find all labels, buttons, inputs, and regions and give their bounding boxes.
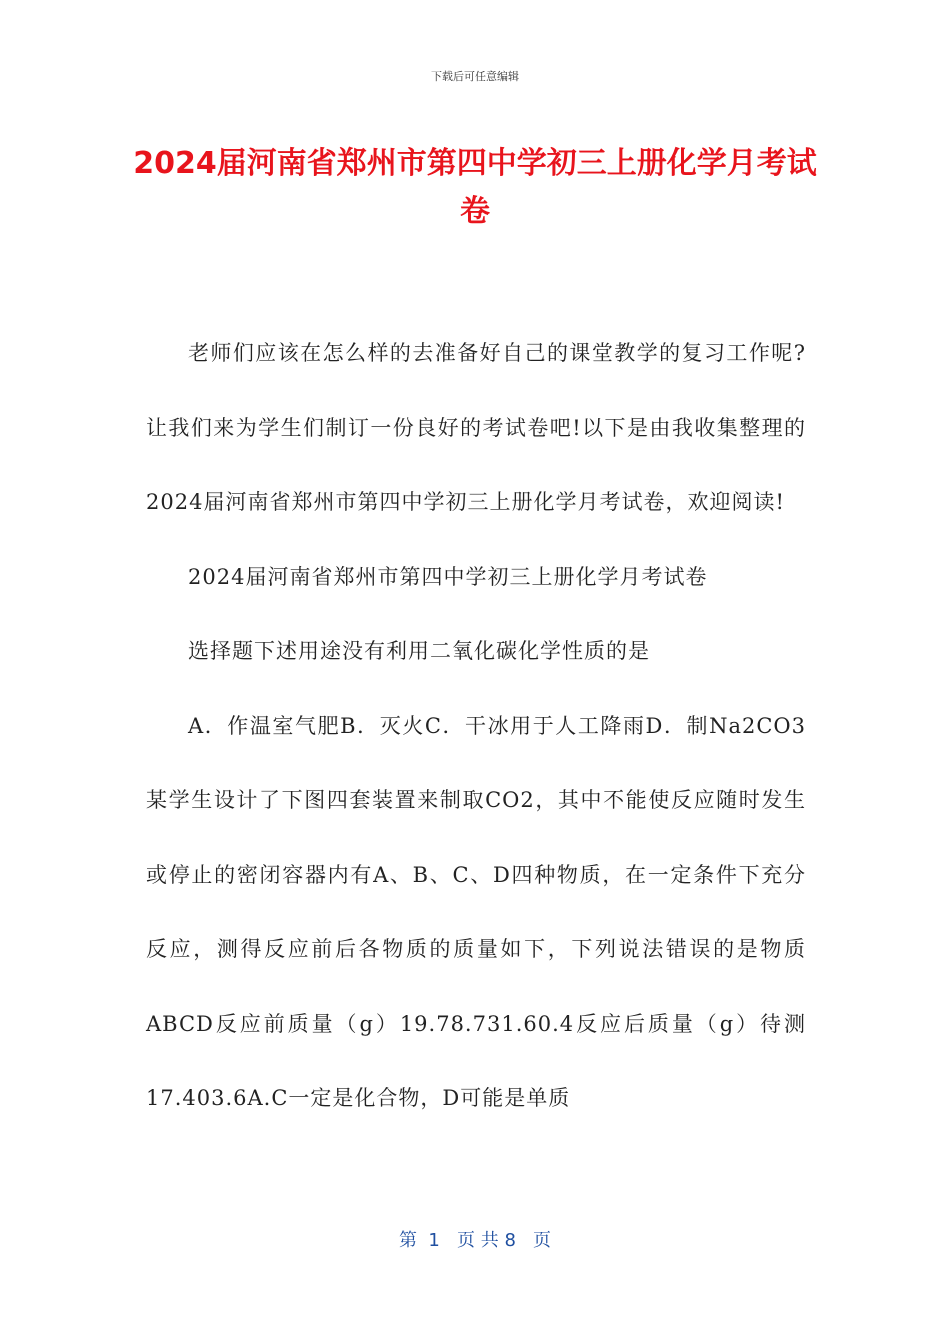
options-paragraph: A．作温室气肥B．灭火C．干冰用于人工降雨D．制Na2CO3某学生设计了下图四套装置来制取CO2，其中不能使反应随时发生或停止的密闭容器内有A、B、C、D四种物质，在一定条件下充分反应，测得反应前后各物质的质量如下，下列说法错误的是物质ABCD反应前质量（g）19.78.731.60.4反应后质量（g）待测17.403.6A.C一定是化合物，D可能是单质: [146, 713, 806, 1110]
page-footer: 第 1 页 共 8 页: [398, 1230, 552, 1251]
document-title: 2024届河南省郑州市第四中学初三上册化学月考试卷: [133, 146, 817, 229]
intro-paragraph: 老师们应该在怎么样的去准备好自己的课堂教学的复习工作呢?让我们来为学生们制订一份良好的考试卷吧!以下是由我收集整理的2024届河南省郑州市第四中学初三上册化学月考试卷，欢迎阅读!: [146, 341, 806, 514]
question-paragraph: 选择题下述用途没有利用二氧化碳化学性质的是: [188, 639, 650, 663]
document-body: [146, 316, 806, 1136]
exam-title-paragraph: 2024届河南省郑州市第四中学初三上册化学月考试卷: [188, 564, 708, 589]
header-note: 下载后可任意编辑: [431, 70, 519, 83]
